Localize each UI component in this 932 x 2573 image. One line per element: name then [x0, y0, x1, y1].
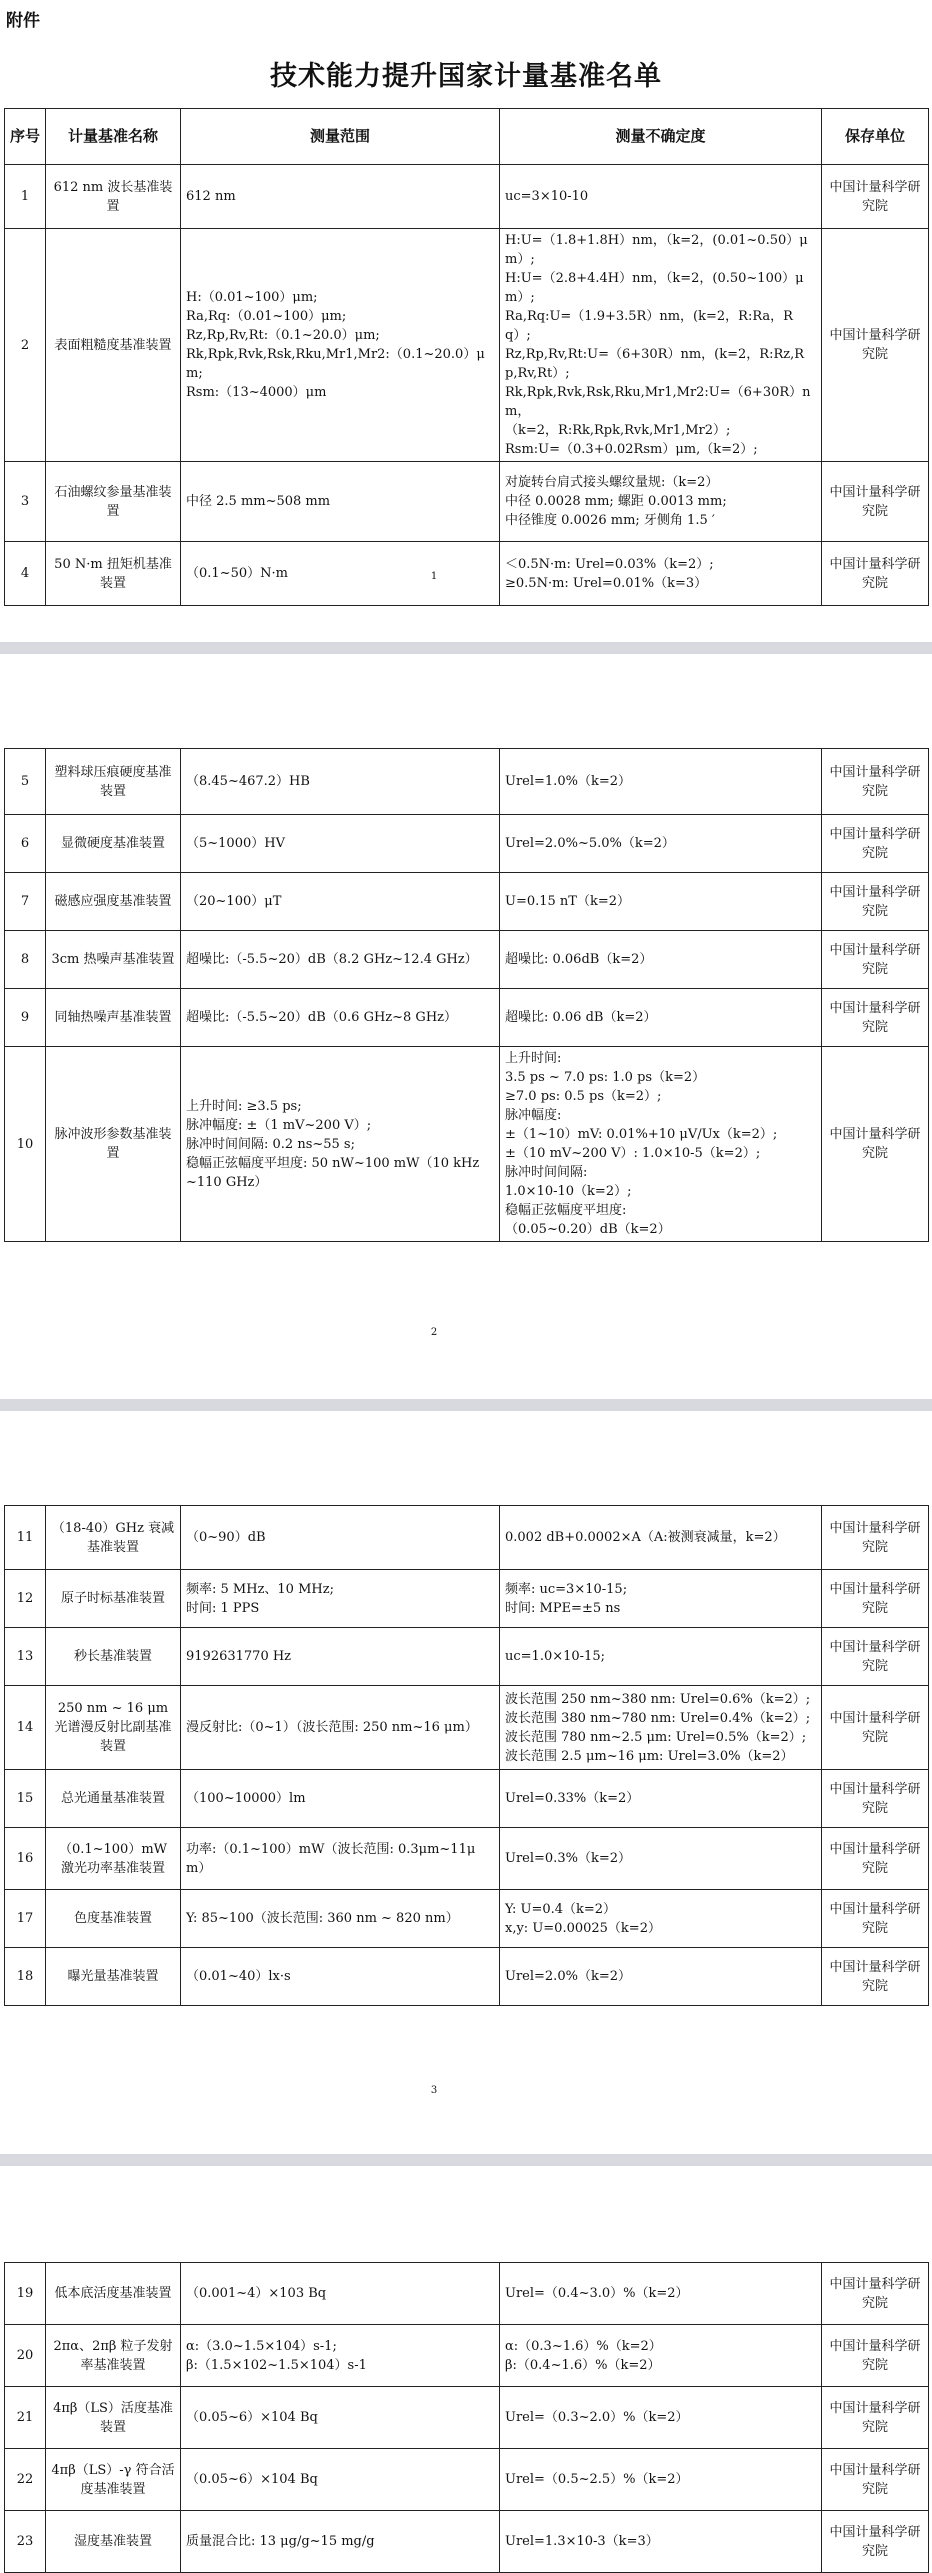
row-index: 13 [5, 1628, 46, 1686]
custodian-unit: 中国计量科学研究院 [822, 873, 929, 931]
measurement-range: 超噪比:（-5.5~20）dB（8.2 GHz~12.4 GHz） [181, 931, 500, 989]
measurement-range: （5~1000）HV [181, 815, 500, 873]
custodian-unit: 中国计量科学研究院 [822, 931, 929, 989]
measurement-uncertainty: U=0.15 nT（k=2） [500, 873, 822, 931]
measurement-range: （0.1~50）N·m [181, 542, 500, 606]
standard-name: 湿度基准装置 [46, 2511, 181, 2573]
measurement-uncertainty: Urel=2.0%（k=2） [500, 1948, 822, 2006]
measurement-range: （100~10000）lm [181, 1770, 500, 1828]
standards-table-page-4 [4, 2262, 929, 2573]
measurement-uncertainty: 频率: uc=3×10-15; 时间: MPE=±5 ns [500, 1570, 822, 1628]
custodian-unit: 中国计量科学研究院 [822, 1890, 929, 1948]
row-index: 22 [5, 2449, 46, 2511]
table-row [5, 1828, 929, 1890]
table-row [5, 2449, 929, 2511]
row-index: 11 [5, 1506, 46, 1570]
page-number: 2 [430, 1327, 438, 1338]
table-row [5, 165, 929, 229]
header-unit: 保存单位 [822, 109, 929, 165]
measurement-range: 9192631770 Hz [181, 1628, 500, 1686]
table-row [5, 2263, 929, 2325]
standard-name: 色度基准装置 [46, 1890, 181, 1948]
table-row [5, 1890, 929, 1948]
measurement-range: α:（3.0~1.5×104）s-1; β:（1.5×102~1.5×104）s-1 [181, 2325, 500, 2387]
measurement-range: 上升时间: ≥3.5 ps; 脉冲幅度: ±（1 mV~200 V）; 脉冲时间间隔: 0.2 ns~55 s; 稳幅正弦幅度平坦度: 50 nW~100 mW（10 kHz ~110 GHz） [181, 1047, 500, 1242]
measurement-range: （20~100）μT [181, 873, 500, 931]
standards-table-page-2 [4, 748, 929, 1242]
measurement-range: 功率:（0.1~100）mW（波长范围: 0.3μm~11μm） [181, 1828, 500, 1890]
custodian-unit: 中国计量科学研究院 [822, 1628, 929, 1686]
measurement-range: 612 nm [181, 165, 500, 229]
page-separator [0, 642, 932, 654]
measurement-uncertainty: 对旋转台肩式接头螺纹量规:（k=2） 中径 0.0028 mm; 螺距 0.0013 mm; 中径锥度 0.0026 mm; 牙侧角 1.5 ′ [500, 462, 822, 542]
measurement-uncertainty: 上升时间: 3.5 ps ~ 7.0 ps: 1.0 ps（k=2） ≥7.0 ps: 0.5 ps（k=2）; 脉冲幅度: ±（1~10）mV: 0.01%+10 μV/Ux（k=2）; ±（10 mV~200 V）: 1.0×10-5（k=2）; 脉冲时间间隔: 1.0×10-10（k=2）; 稳幅正弦幅度平坦度: （0.05~0.20）dB（k=2） [500, 1047, 822, 1242]
table-row [5, 2325, 929, 2387]
custodian-unit: 中国计量科学研究院 [822, 2325, 929, 2387]
custodian-unit: 中国计量科学研究院 [822, 2449, 929, 2511]
header-index: 序号 [5, 109, 46, 165]
row-index: 21 [5, 2387, 46, 2449]
measurement-uncertainty: ＜0.5N·m: Urel=0.03%（k=2）; ≥0.5N·m: Urel=0.01%（k=3） [500, 542, 822, 606]
custodian-unit: 中国计量科学研究院 [822, 165, 929, 229]
measurement-uncertainty: Urel=1.3×10-3（k=3） [500, 2511, 822, 2573]
row-index: 14 [5, 1686, 46, 1770]
custodian-unit: 中国计量科学研究院 [822, 989, 929, 1047]
custodian-unit: 中国计量科学研究院 [822, 1828, 929, 1890]
row-index: 3 [5, 462, 46, 542]
header-uncertainty: 测量不确定度 [500, 109, 822, 165]
measurement-uncertainty: Urel=0.3%（k=2） [500, 1828, 822, 1890]
row-index: 2 [5, 229, 46, 462]
measurement-uncertainty: Urel=2.0%~5.0%（k=2） [500, 815, 822, 873]
standard-name: 低本底活度基准装置 [46, 2263, 181, 2325]
row-index: 5 [5, 749, 46, 815]
custodian-unit: 中国计量科学研究院 [822, 462, 929, 542]
page-separator [0, 1399, 932, 1411]
measurement-range: H:（0.01~100）μm; Ra,Rq:（0.01~100）μm; Rz,Rp,Rv,Rt:（0.1~20.0）μm; Rk,Rpk,Rvk,Rsk,Rku,Mr1,Mr2:（0.1~20.0）μm; Rsm:（13~4000）μm [181, 229, 500, 462]
table-row [5, 1770, 929, 1828]
measurement-uncertainty: 0.002 dB+0.0002×A（A:被测衰减量，k=2） [500, 1506, 822, 1570]
measurement-range: （0.01~40）lx·s [181, 1948, 500, 2006]
table-row [5, 1686, 929, 1770]
measurement-range: （8.45~467.2）HB [181, 749, 500, 815]
row-index: 20 [5, 2325, 46, 2387]
standard-name: 4πβ（LS）-γ 符合活度基准装置 [46, 2449, 181, 2511]
measurement-range: 质量混合比: 13 μg/g~15 mg/g [181, 2511, 500, 2573]
row-index: 10 [5, 1047, 46, 1242]
table-row [5, 749, 929, 815]
custodian-unit: 中国计量科学研究院 [822, 229, 929, 462]
table-row [5, 1047, 929, 1242]
measurement-uncertainty: 波长范围 250 nm~380 nm: Urel=0.6%（k=2）; 波长范围 380 nm~780 nm: Urel=0.4%（k=2）; 波长范围 780 nm~2.5 μm: Urel=0.5%（k=2）; 波长范围 2.5 μm~16 μm: Urel=3.0%（k=2） [500, 1686, 822, 1770]
measurement-uncertainty: Urel=（0.5~2.5）%（k=2） [500, 2449, 822, 2511]
row-index: 8 [5, 931, 46, 989]
measurement-range: （0.05~6）×104 Bq [181, 2449, 500, 2511]
standard-name: 脉冲波形参数基准装置 [46, 1047, 181, 1242]
header-range: 测量范围 [181, 109, 500, 165]
measurement-uncertainty: uc=1.0×10-15; [500, 1628, 822, 1686]
custodian-unit: 中国计量科学研究院 [822, 1570, 929, 1628]
measurement-range: 漫反射比:（0~1）（波长范围: 250 nm~16 μm） [181, 1686, 500, 1770]
row-index: 6 [5, 815, 46, 873]
standard-name: 2πα、2πβ 粒子发射率基准装置 [46, 2325, 181, 2387]
standard-name: 塑料球压痕硬度基准装置 [46, 749, 181, 815]
table-row [5, 815, 929, 873]
measurement-uncertainty: 超噪比: 0.06 dB（k=2） [500, 989, 822, 1047]
row-index: 18 [5, 1948, 46, 2006]
table-row [5, 229, 929, 462]
row-index: 16 [5, 1828, 46, 1890]
table-row [5, 462, 929, 542]
table-row [5, 1506, 929, 1570]
measurement-uncertainty: Urel=0.33%（k=2） [500, 1770, 822, 1828]
measurement-uncertainty: H:U=（1.8+1.8H）nm，（k=2，(0.01~0.50）μm）; H:U=（2.8+4.4H）nm，（k=2，(0.50~100）μm）; Ra,Rq:U=（1.9+3.5R）nm，(k=2，R:Ra，Rq）; Rz,Rp,Rv,Rt:U=（6+30R）nm，(k=2，R:Rz,Rp,Rv,Rt）; Rk,Rpk,Rvk,Rsk,Rku,Mr1,Mr2:U=（6+30R）nm， （k=2，R:Rk,Rpk,Rvk,Mr1,Mr2）; Rsm:U=（0.3+0.02Rsm）μm,（k=2）; [500, 229, 822, 462]
measurement-uncertainty: 超噪比: 0.06dB（k=2） [500, 931, 822, 989]
standard-name: 50 N·m 扭矩机基准装置 [46, 542, 181, 606]
measurement-uncertainty: uc=3×10-10 [500, 165, 822, 229]
standards-table-page-1 [4, 108, 929, 606]
table-row [5, 873, 929, 931]
table-row [5, 1570, 929, 1628]
standard-name: 612 nm 波长基准装置 [46, 165, 181, 229]
standard-name: 曝光量基准装置 [46, 1948, 181, 2006]
row-index: 1 [5, 165, 46, 229]
row-index: 19 [5, 2263, 46, 2325]
custodian-unit: 中国计量科学研究院 [822, 1686, 929, 1770]
standard-name: 石油螺纹参量基准装置 [46, 462, 181, 542]
standard-name: 250 nm ~ 16 μm 光谱漫反射比副基准装置 [46, 1686, 181, 1770]
table-row [5, 2511, 929, 2573]
measurement-range: Y: 85~100（波长范围: 360 nm ~ 820 nm） [181, 1890, 500, 1948]
custodian-unit: 中国计量科学研究院 [822, 1948, 929, 2006]
custodian-unit: 中国计量科学研究院 [822, 749, 929, 815]
standard-name: 4πβ（LS）活度基准装置 [46, 2387, 181, 2449]
row-index: 7 [5, 873, 46, 931]
table-row [5, 1948, 929, 2006]
table-row [5, 931, 929, 989]
standard-name: 同轴热噪声基准装置 [46, 989, 181, 1047]
standard-name: 显微硬度基准装置 [46, 815, 181, 873]
table-row [5, 1628, 929, 1686]
measurement-uncertainty: Urel=1.0%（k=2） [500, 749, 822, 815]
standard-name: （0.1~100）mW 激光功率基准装置 [46, 1828, 181, 1890]
custodian-unit: 中国计量科学研究院 [822, 1506, 929, 1570]
table-row [5, 2387, 929, 2449]
standard-name: 磁感应强度基准装置 [46, 873, 181, 931]
standard-name: 表面粗糙度基准装置 [46, 229, 181, 462]
row-index: 9 [5, 989, 46, 1047]
page-number: 1 [430, 571, 438, 582]
custodian-unit: 中国计量科学研究院 [822, 2263, 929, 2325]
table-header-row [5, 109, 929, 165]
custodian-unit: 中国计量科学研究院 [822, 2387, 929, 2449]
custodian-unit: 中国计量科学研究院 [822, 815, 929, 873]
measurement-range: 频率: 5 MHz、10 MHz; 时间: 1 PPS [181, 1570, 500, 1628]
measurement-range: （0.001~4）×103 Bq [181, 2263, 500, 2325]
attachment-label: 附件 [6, 11, 40, 31]
measurement-uncertainty: α:（0.3~1.6）%（k=2） β:（0.4~1.6）%（k=2） [500, 2325, 822, 2387]
standard-name: 原子时标基准装置 [46, 1570, 181, 1628]
custodian-unit: 中国计量科学研究院 [822, 2511, 929, 2573]
standards-table-page-3 [4, 1505, 929, 2006]
measurement-range: 中径 2.5 mm~508 mm [181, 462, 500, 542]
standard-name: 秒长基准装置 [46, 1628, 181, 1686]
custodian-unit: 中国计量科学研究院 [822, 1770, 929, 1828]
row-index: 23 [5, 2511, 46, 2573]
measurement-uncertainty: Urel=（0.3~2.0）%（k=2） [500, 2387, 822, 2449]
header-name: 计量基准名称 [46, 109, 181, 165]
custodian-unit: 中国计量科学研究院 [822, 542, 929, 606]
measurement-range: 超噪比:（-5.5~20）dB（0.6 GHz~8 GHz） [181, 989, 500, 1047]
measurement-range: （0~90）dB [181, 1506, 500, 1570]
page-title: 技术能力提升国家计量基准名单 [270, 61, 662, 92]
measurement-range: （0.05~6）×104 Bq [181, 2387, 500, 2449]
page-number: 3 [430, 2085, 438, 2096]
row-index: 17 [5, 1890, 46, 1948]
measurement-uncertainty: Y: U=0.4（k=2） x,y: U=0.00025（k=2） [500, 1890, 822, 1948]
standard-name: 总光通量基准装置 [46, 1770, 181, 1828]
page-separator [0, 2154, 932, 2166]
row-index: 12 [5, 1570, 46, 1628]
standard-name: （18-40）GHz 衰减基准装置 [46, 1506, 181, 1570]
row-index: 4 [5, 542, 46, 606]
table-row [5, 989, 929, 1047]
measurement-uncertainty: Urel=（0.4~3.0）%（k=2） [500, 2263, 822, 2325]
row-index: 15 [5, 1770, 46, 1828]
standard-name: 3cm 热噪声基准装置 [46, 931, 181, 989]
custodian-unit: 中国计量科学研究院 [822, 1047, 929, 1242]
